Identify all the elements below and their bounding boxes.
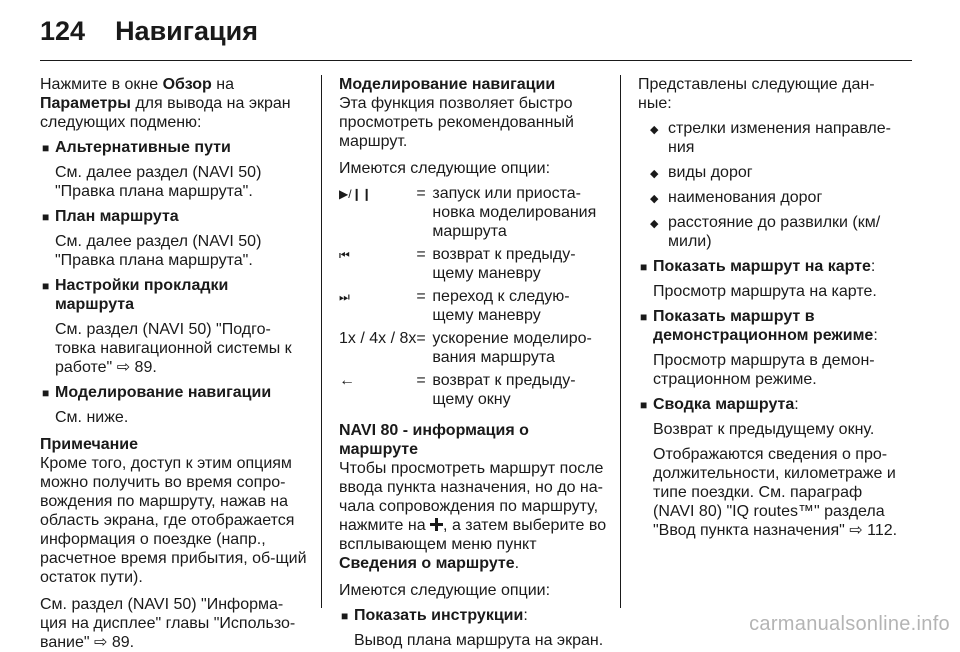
option-route-summary: ■ Сводка маршрута: Возврат к предыдущему окну. Отображаются сведения о про-должительности, километраже и типе поездки. См. параграф (NAVI 80) "IQ routes™" раздела "Ввод пункта назначения" ⇨ 112. (638, 395, 908, 540)
menu-overview: Обзор (162, 76, 212, 93)
page-ref-arrow-icon: ⇨ (116, 359, 131, 376)
list-item: ◆ виды дорог (638, 163, 908, 182)
data-intro: Представлены следующие дан-ные: (638, 76, 875, 112)
speed-options: 1x / 4x / 8x (339, 330, 417, 347)
back-arrow-icon: ← (339, 372, 355, 389)
menu-route-details: Сведения о маршруте (339, 555, 515, 572)
option-show-route-on-map: ■ Показать маршрут на карте: Просмотр маршрута на карте. (638, 257, 908, 301)
page-ref-arrow-icon: ⇨ (849, 522, 863, 539)
section-text-simulation: Эта функция позволяет быстро просмотреть рекомендованный маршрут. (339, 95, 574, 150)
next-maneuver-icon: ⏭ (339, 290, 350, 304)
list-item: ◆ расстояние до развилки (км/ мили) (638, 213, 908, 251)
option-row: 1x / 4x / 8x = ускорение моделиро-вания маршрута (339, 329, 607, 371)
option-row: ⏭ = переход к следую-щему маневру (339, 288, 570, 324)
watermark: carmanualsonline.info (749, 613, 950, 635)
submenu-item-simulation: ■ Моделирование навигации См. ниже. (40, 383, 308, 427)
plus-icon (430, 518, 443, 531)
column-2 (339, 75, 607, 650)
play-pause-icon: ▶/❙❙ (339, 187, 372, 201)
previous-maneuver-icon: ⏮ (339, 248, 350, 262)
option-row: ← = возврат к предыду-щему окну (339, 372, 576, 408)
submenu-item-route-settings: ■ Настройки прокладки маршрута См. раздел (NAVI 50) "Подго-товка навигационной системы к работе" ⇨ 89. (40, 276, 308, 377)
options-intro-2: Имеются следующие опции: (339, 582, 551, 599)
column-divider-1 (321, 75, 322, 608)
page-header (40, 16, 258, 56)
submenu-item-route-plan: ■ План маршрута См. далее раздел (NAVI 50) "Правка плана маршрута". (40, 207, 308, 270)
menu-parameters: Параметры (40, 95, 131, 112)
list-item: ◆ наименования дорог (638, 188, 908, 207)
intro-paragraph: Нажмите в окне Обзор на Параметры для вывода на экран следующих подменю: (40, 76, 291, 131)
section-title-navi80: NAVI 80 - информация о маршруте (339, 422, 529, 458)
submenu-item-alt-routes: ■ Альтернативные пути См. далее раздел (NAVI 50) "Правка плана маршрута". (40, 138, 308, 201)
note-title: Примечание (40, 436, 139, 453)
header-rule (40, 60, 912, 61)
section-text-navi80: Чтобы просмотреть маршрут после ввода пункта назначения, но до на-чала сопровождения по маршруту, нажмите на , а затем выберите во всплывающем меню пункт Сведения о маршруте. (339, 460, 607, 572)
option-show-route-demo: ■ Показать маршрут в демонстрационном режиме: Просмотр маршрута в демон-страционном режиме. (638, 307, 908, 389)
column-1 (40, 75, 308, 652)
note-text: Кроме того, доступ к этим опциям можно получить во время сопро-вождения по маршруту, нажав на область экрана, где отображается информация о поездке (напр., расчетное время прибытия, об-щий остаток пути). (40, 455, 307, 586)
column-3 (638, 75, 908, 540)
page-ref-arrow-icon: ⇨ (94, 634, 108, 651)
section-title-simulation: Моделирование навигации (339, 76, 556, 93)
option-show-instructions: ■ Показать инструкции: Вывод плана маршрута на экран. (339, 606, 607, 650)
list-item: ◆ стрелки изменения направле-ния (638, 119, 908, 157)
page-number: 124 (40, 16, 86, 46)
note-text-2: См. раздел (NAVI 50) "Информа-ция на дисплее" главы "Использо-вание" ⇨ 89. (40, 596, 296, 651)
page-title: Навигация (115, 16, 258, 46)
option-row: ⏮ = возврат к предыду-щему маневру (339, 246, 576, 282)
options-table (339, 184, 607, 413)
options-intro: Имеются следующие опции: (339, 160, 551, 177)
column-divider-2 (620, 75, 621, 608)
option-row: ▶/❙❙ = запуск или приоста-новка моделирования маршрута (339, 185, 597, 240)
